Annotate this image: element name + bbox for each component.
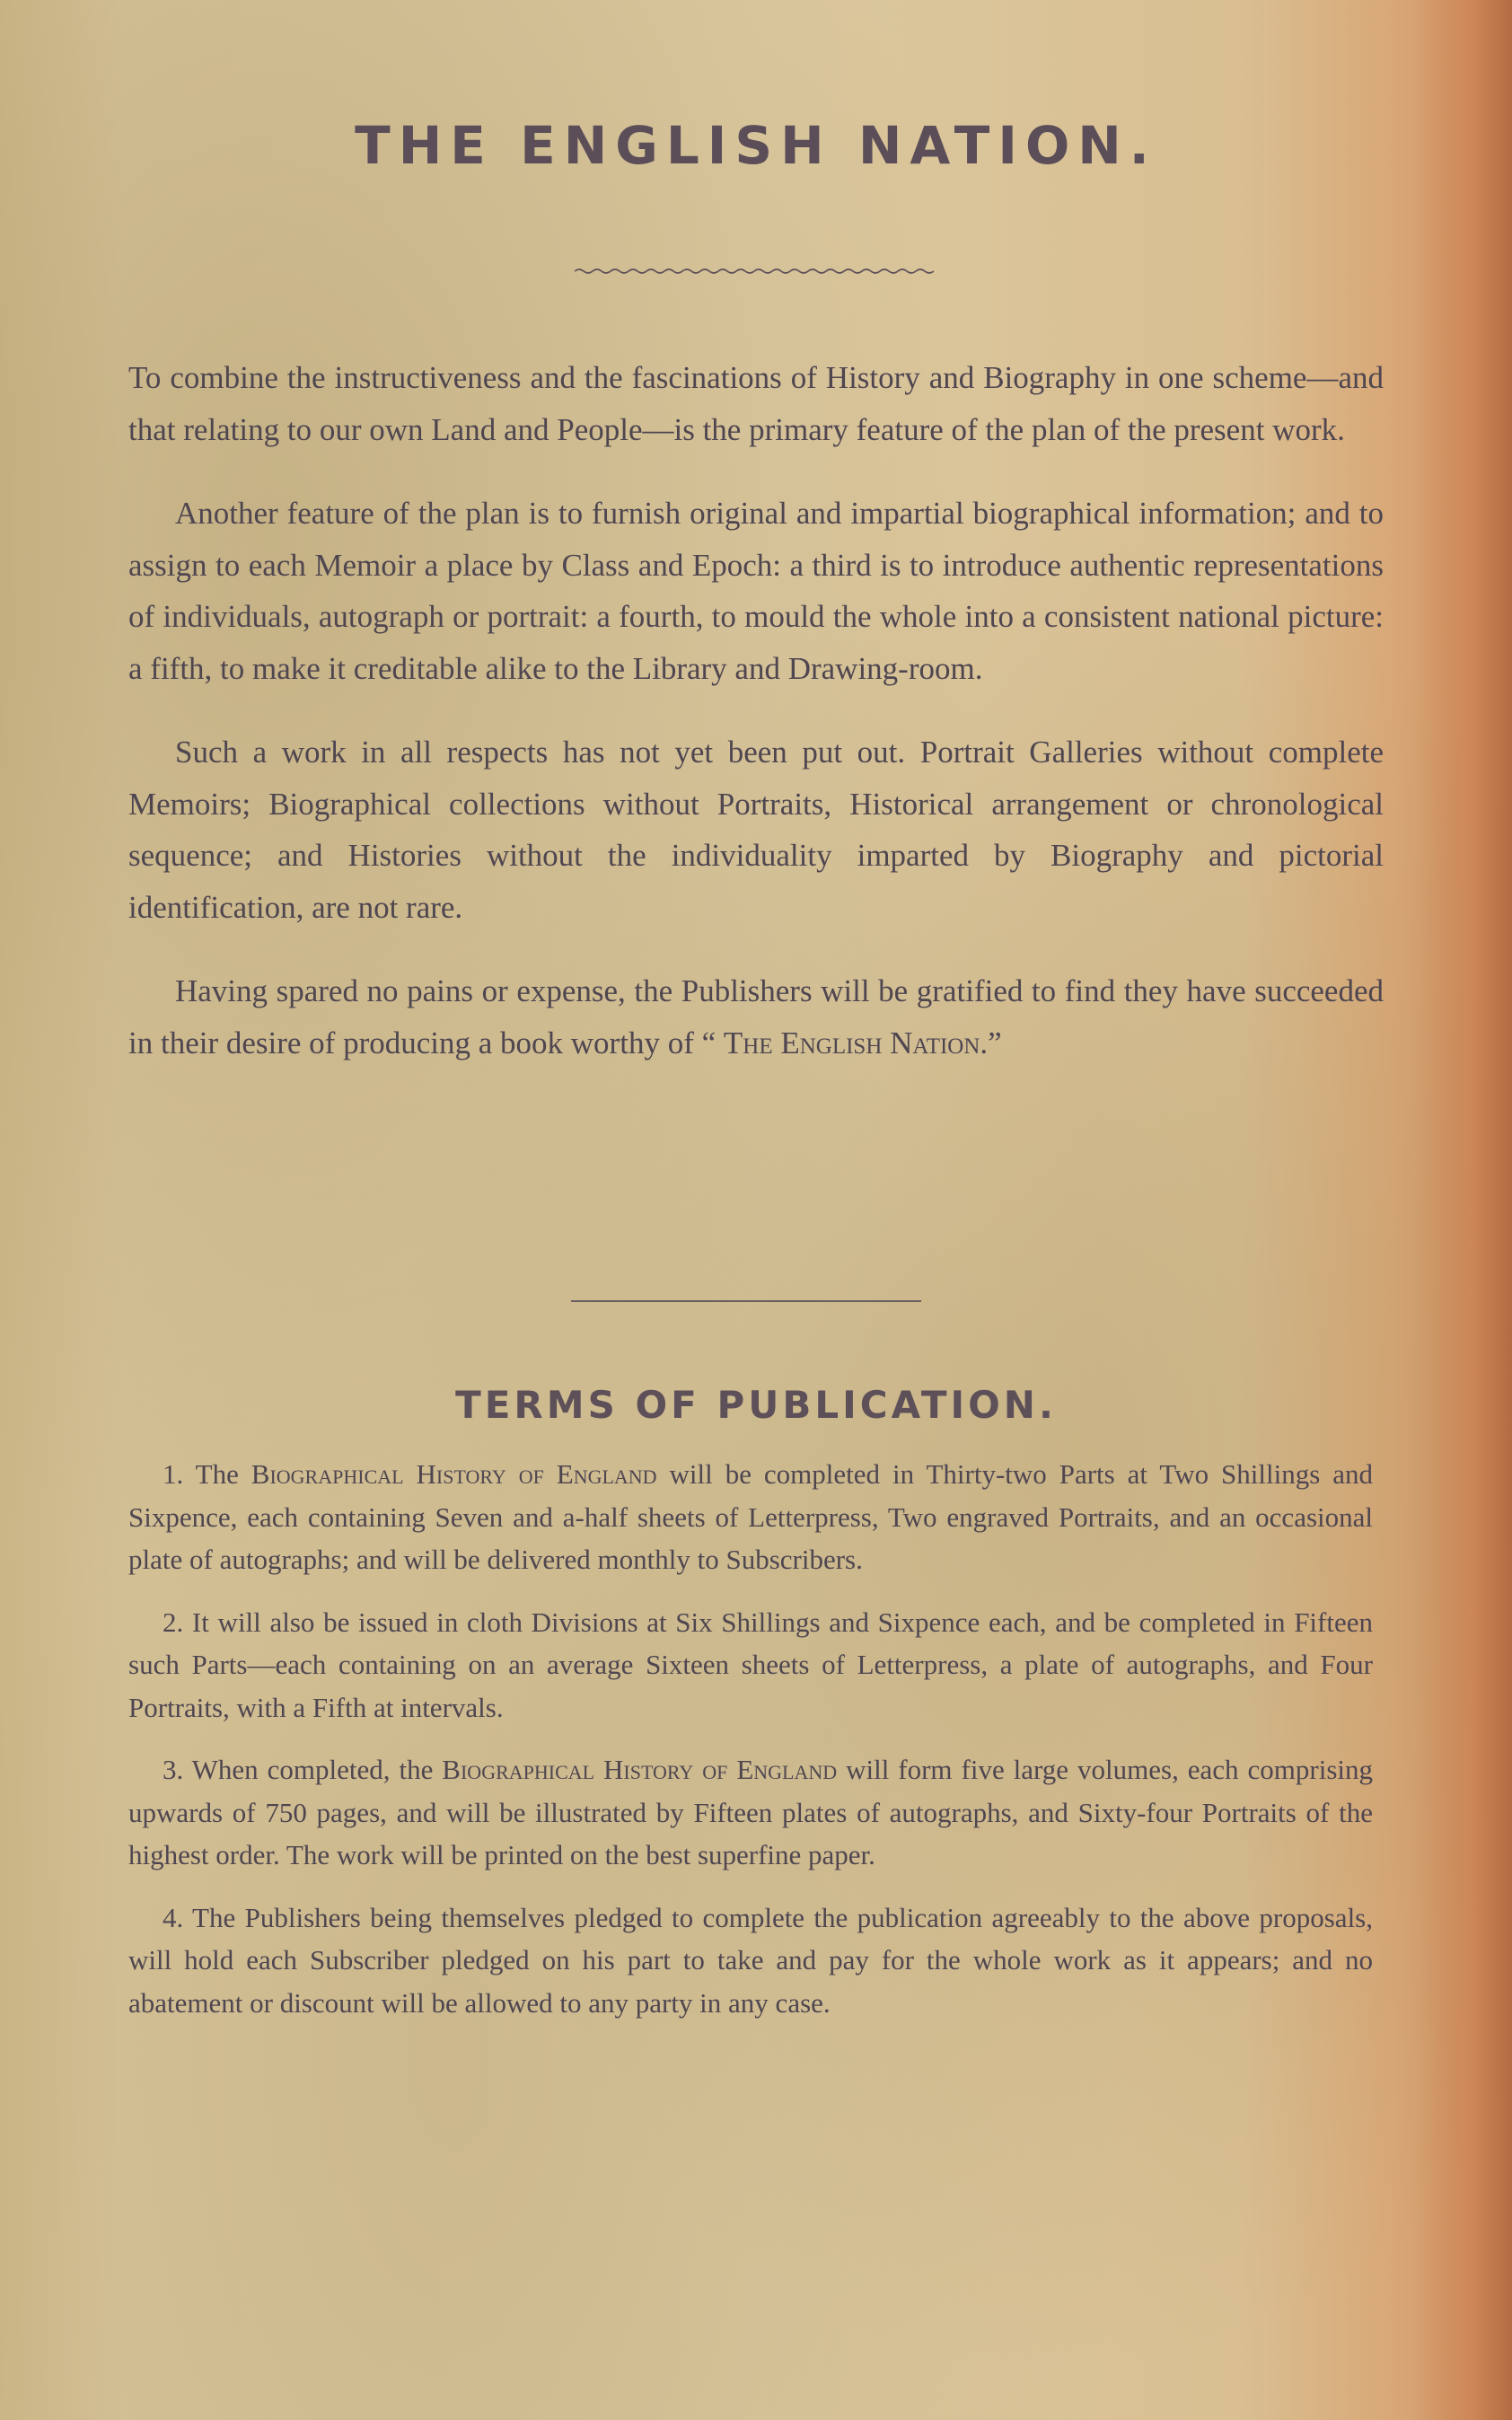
section-divider	[571, 1300, 921, 1302]
terms-item-1-text: will be completed in Thirty-two Parts at Two Shillings and Sixpence, each containing Seven and a-half sheets of Letterpress, Two engraved Portraits, and an occasional plate of autographs; and will be delivered monthly to Subscribers.	[128, 1458, 1373, 1575]
page-title: THE ENGLISH NATION.	[355, 115, 1157, 176]
intro-paragraph-4-text: Having spared no pains or expense, the Publishers will be gratified to find they have succeeded in their desire of producing a book worthy of “	[128, 973, 1384, 1060]
terms-list	[128, 1453, 1373, 2044]
terms-item-2: 2. It will also be issued in cloth Divisions at Six Shillings and Sixpence each, and be completed in Fifteen such Parts—each containing on an average Sixteen sheets of Letterpress, a plate of autographs, and Four Portraits, with a Fifth at intervals.	[128, 1606, 1373, 1723]
terms-item-1-prefix: 1. The	[163, 1458, 251, 1490]
work-name-reference: Biographical History of England	[442, 1754, 838, 1785]
terms-item-1	[128, 1453, 1373, 1581]
terms-item-4: 4. The Publishers being themselves pledged to complete the publication agreeably to the above proposals, will hold each Subscriber pledged on his part to take and pay for the whole work as it appears; and no abatement or discount will be allowed to any party in any case.	[128, 1901, 1373, 2019]
page-edge-stain	[1413, 0, 1512, 2420]
terms-heading: TERMS OF PUBLICATION.	[455, 1383, 1057, 1427]
intro-paragraph-4-close-quote: ”	[988, 1025, 1002, 1060]
intro-paragraph-4	[128, 965, 1384, 1069]
terms-item-3-text: will form five large volumes, each comprising upwards of 750 pages, and will be illustrated by Fifteen plates of autographs, and Sixty-four Portraits of the highest order. The work will be printed on the best superfine paper.	[128, 1754, 1374, 1870]
ornamental-wavy-rule	[575, 266, 934, 277]
intro-paragraph-1: To combine the instructiveness and the fascinations of History and Biography in one scheme—and that relating to our own Land and People—is the primary feature of the plan of the present work.	[128, 360, 1384, 447]
intro-paragraph-3: Such a work in all respects has not yet been put out. Portrait Galleries without complete Memoirs; Biographical collections without Portraits, Historical arrangement or chronological sequence; and Histories without the individuality imparted by Biography and pictorial identification, are not rare.	[128, 735, 1384, 925]
terms-item-3	[128, 1748, 1373, 1877]
intro-paragraph-2: Another feature of the plan is to furnish original and impartial biographical information; and to assign to each Memoir a place by Class and Epoch: a third is to introduce authentic representations of individuals, autograph or portrait: a fourth, to mould the whole into a consistent national picture: a fifth, to make it creditable alike to the Library and Drawing-room.	[128, 496, 1384, 686]
intro-text	[128, 352, 1384, 1101]
book-title-reference: The English Nation.	[723, 1025, 989, 1060]
terms-item-3-prefix: 3. When completed, the	[163, 1754, 443, 1785]
work-name-reference: Biographical History of England	[251, 1458, 657, 1490]
